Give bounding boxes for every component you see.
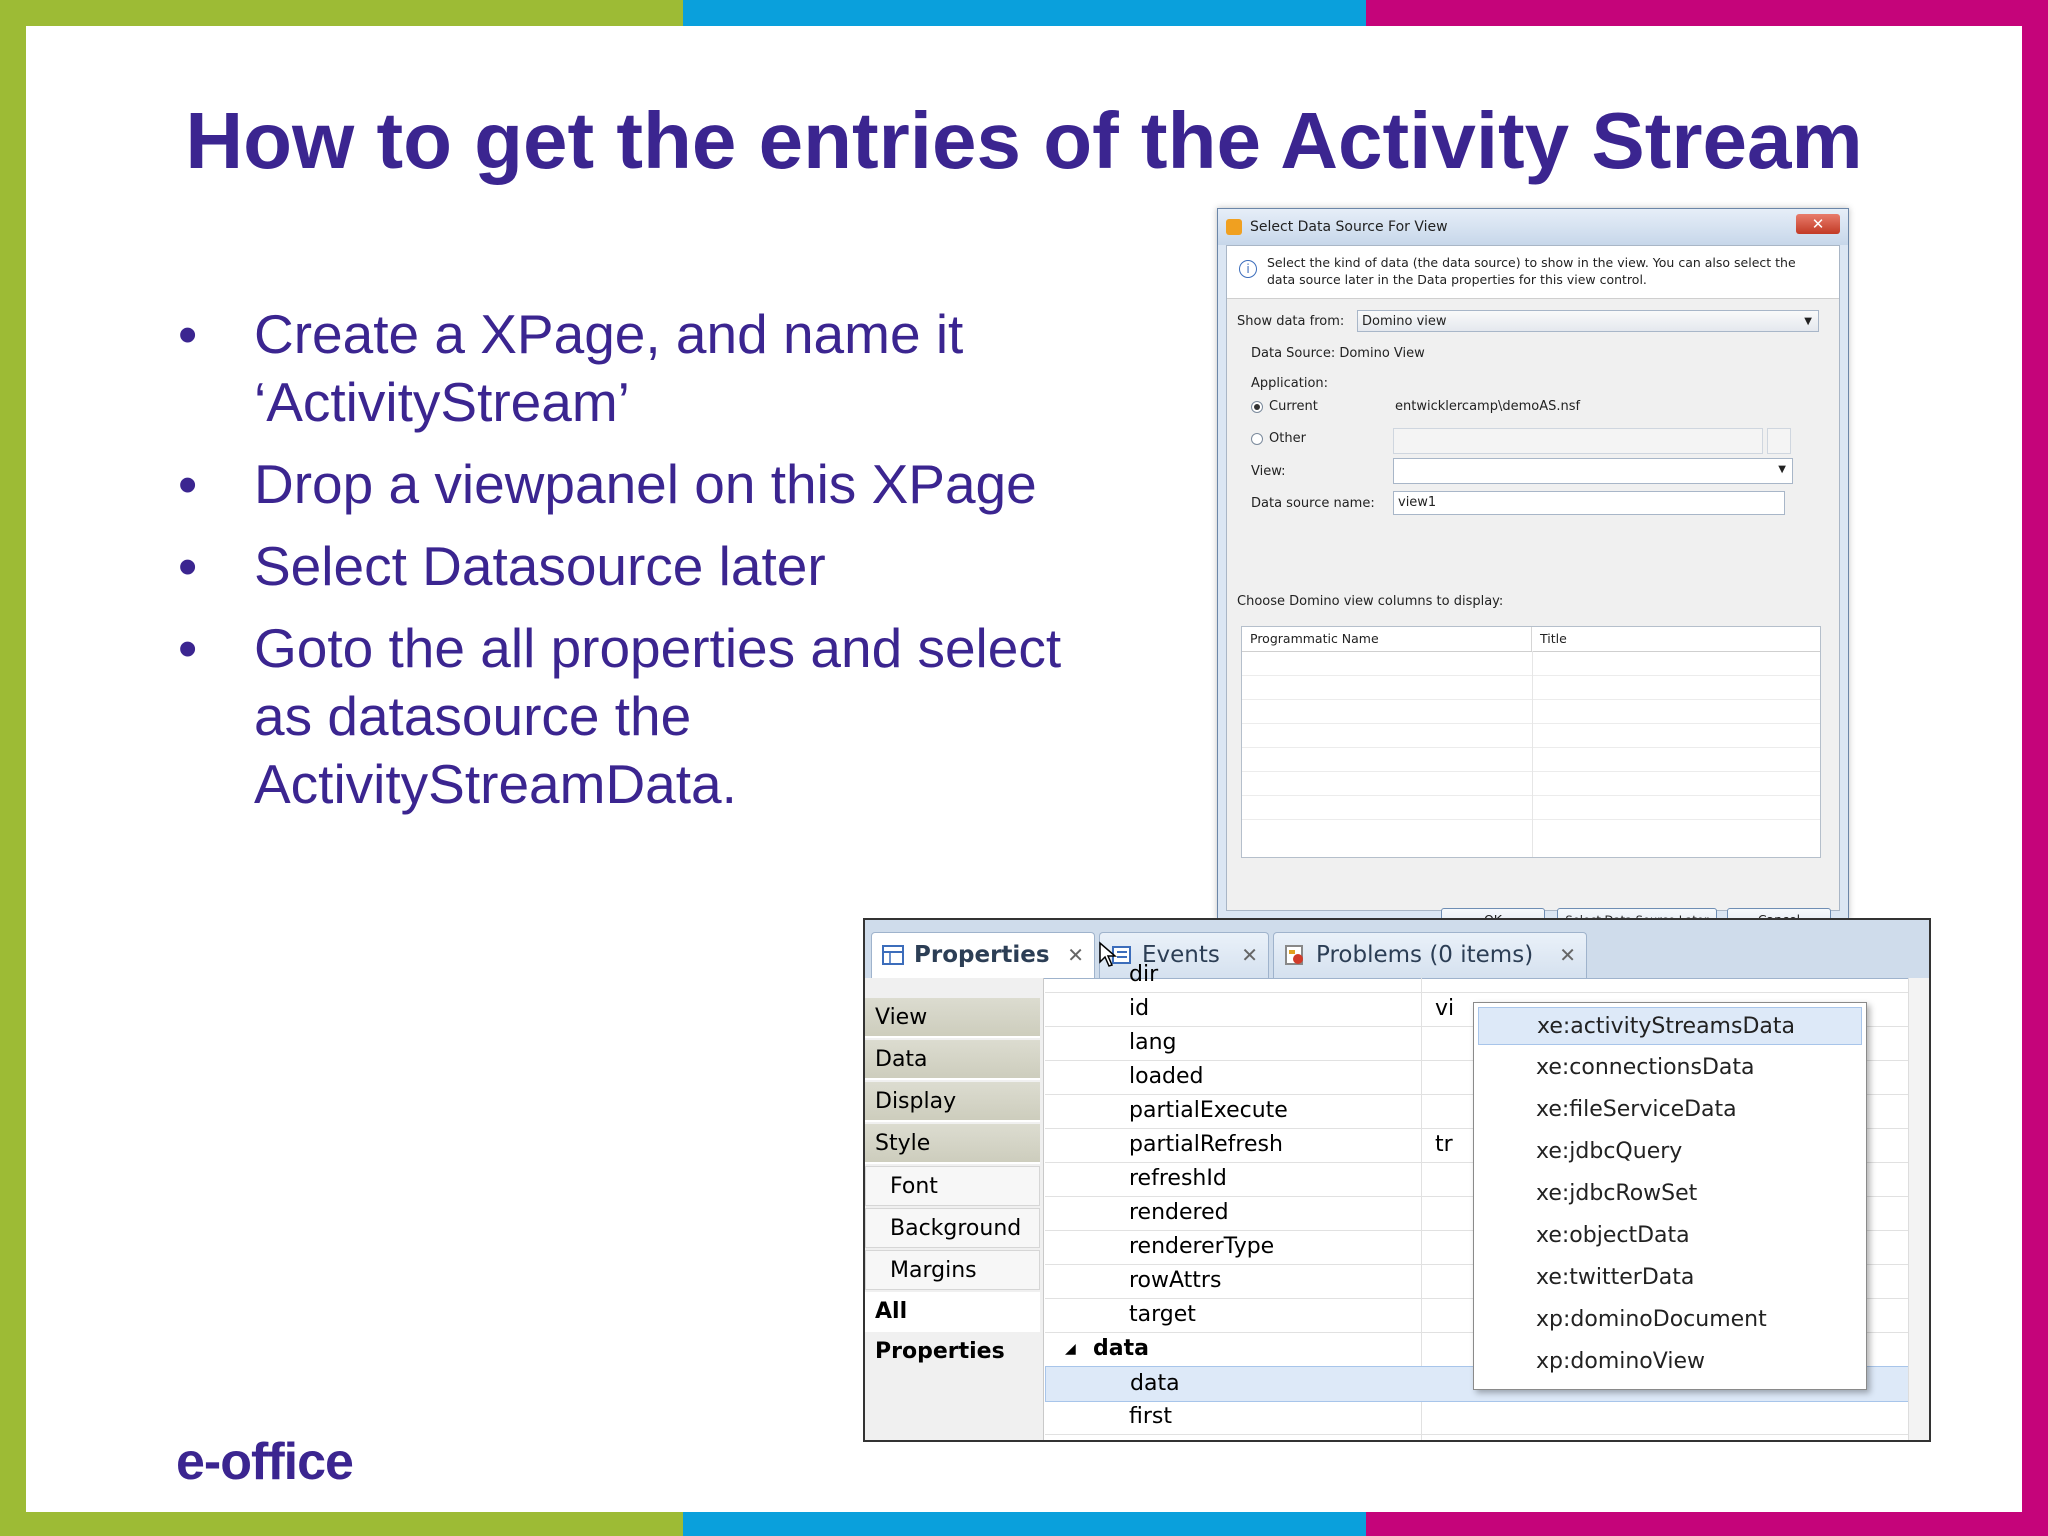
property-row[interactable]: first (1045, 1400, 1909, 1435)
other-app-field[interactable] (1393, 428, 1763, 454)
current-radio[interactable] (1251, 401, 1263, 413)
dialog-title: Select Data Source For View (1250, 219, 1448, 235)
other-label: Other (1269, 431, 1306, 446)
category-style[interactable]: Style (865, 1124, 1040, 1164)
category-display[interactable]: Display (865, 1082, 1040, 1122)
dropdown-option[interactable]: xe:fileServiceData (1536, 1097, 1737, 1122)
tab-problems[interactable]: Problems (0 items) ✕ (1273, 932, 1587, 978)
frame-right-magenta (2022, 0, 2048, 1536)
folder-icon[interactable] (1767, 428, 1791, 454)
property-row[interactable]: partialExecute (1045, 1094, 1909, 1129)
bullet-icon: • (178, 453, 198, 515)
tab-properties[interactable]: Properties ✕ (871, 932, 1095, 978)
category-view[interactable]: View (865, 998, 1040, 1038)
application-label: Application: (1251, 376, 1329, 391)
property-row[interactable]: rowAttrs (1045, 1264, 1909, 1299)
view-label: View: (1251, 464, 1286, 479)
property-row[interactable]: rendererType (1045, 1230, 1909, 1265)
close-icon[interactable]: ✕ (1067, 943, 1084, 967)
eoffice-logo: e-office (176, 1433, 353, 1491)
frame-bottom-magenta (1366, 1512, 2048, 1536)
current-label: Current (1269, 399, 1318, 414)
property-row[interactable]: target (1045, 1298, 1909, 1333)
slide-title: How to get the entries of the Activity Stream (185, 96, 1863, 185)
current-value: entwicklercamp\demoAS.nsf (1395, 399, 1581, 414)
bullet-icon: • (178, 617, 198, 679)
dropdown-option[interactable]: xe:jdbcRowSet (1536, 1181, 1698, 1206)
property-row[interactable]: refreshId (1045, 1162, 1909, 1197)
category-font[interactable]: Font (865, 1166, 1040, 1206)
frame-bottom-green (0, 1512, 683, 1536)
properties-icon (882, 945, 904, 965)
category-all-properties[interactable]: All Properties (865, 1292, 1040, 1332)
app-icon (1226, 219, 1242, 235)
category-data[interactable]: Data (865, 1040, 1040, 1080)
mouse-cursor-icon (1099, 942, 1117, 968)
bullet-icon: • (178, 535, 198, 597)
dropdown-option[interactable]: xe:twitterData (1536, 1265, 1695, 1290)
bullet-list (178, 300, 1118, 832)
property-row[interactable]: rendered (1045, 1196, 1909, 1231)
property-row[interactable]: dir (1045, 958, 1909, 993)
col-title[interactable]: Title (1540, 631, 1567, 646)
chevron-down-icon: ▼ (1778, 464, 1786, 475)
info-icon: i (1239, 260, 1257, 278)
category-margins[interactable]: Margins (865, 1250, 1040, 1290)
columns-table[interactable] (1241, 626, 1821, 858)
category-list (865, 978, 1044, 1440)
property-row[interactable]: partialRefresh tr (1045, 1128, 1909, 1163)
bullet-item: • Select Datasource later (178, 532, 1118, 600)
close-icon[interactable]: ✕ (1559, 943, 1576, 967)
frame-top-blue (683, 0, 1366, 26)
property-row-selected[interactable]: data (1045, 1366, 1909, 1402)
frame-top-magenta (1366, 0, 2048, 26)
category-background[interactable]: Background (865, 1208, 1040, 1248)
chevron-down-icon: ▼ (1804, 316, 1812, 327)
info-banner (1227, 246, 1839, 299)
dialog-body (1226, 245, 1840, 911)
dropdown-option[interactable]: xp:dominoDocument (1536, 1307, 1767, 1332)
datasource-dropdown-list (1473, 1002, 1867, 1390)
bullet-icon: • (178, 303, 198, 365)
data-source-label: Data Source: Domino View (1251, 346, 1425, 361)
bullet-item: • Goto the all properties and select as datasource the ActivityStreamData. (178, 614, 1118, 818)
property-row[interactable]: lang (1045, 1026, 1909, 1061)
property-row[interactable]: id vi (1045, 992, 1909, 1027)
frame-left-green (0, 0, 26, 1536)
info-text: Select the kind of data (the data source) to show in the view. You can also select the data source later in the Data properties for this view control. (1267, 255, 1796, 287)
dropdown-option[interactable]: xe:jdbcQuery (1536, 1139, 1683, 1164)
frame-top-green (0, 0, 683, 26)
dropdown-option[interactable]: xe:activityStreamsData (1478, 1007, 1862, 1045)
data-source-name-input[interactable]: view1 (1393, 491, 1785, 515)
close-icon[interactable]: ✕ (1241, 943, 1258, 967)
columns-label: Choose Domino view columns to display: (1237, 594, 1504, 609)
bullet-item: • Drop a viewpanel on this XPage (178, 450, 1118, 518)
col-programmatic-name[interactable]: Programmatic Name (1242, 627, 1532, 651)
collapse-triangle-icon[interactable]: ◢ (1065, 1341, 1076, 1357)
property-row[interactable]: loaded (1045, 1060, 1909, 1095)
show-data-from-select[interactable]: Domino view ▼ (1357, 310, 1819, 332)
bullet-item: • Create a XPage, and name it ‘ActivityStream’ (178, 300, 1118, 436)
frame-bottom-blue (683, 1512, 1366, 1536)
close-icon[interactable]: ✕ (1796, 214, 1840, 234)
vertical-scrollbar[interactable] (1908, 978, 1929, 1440)
other-radio[interactable] (1251, 433, 1263, 445)
dropdown-option[interactable]: xp:dominoView (1536, 1349, 1705, 1374)
show-data-from-label: Show data from: (1237, 314, 1345, 329)
data-source-name-label: Data source name: (1251, 496, 1375, 511)
dialog-titlebar[interactable] (1218, 209, 1848, 245)
dropdown-option[interactable]: xe:connectionsData (1536, 1055, 1755, 1080)
property-group-data[interactable]: ◢ data (1045, 1332, 1909, 1367)
view-select[interactable] (1393, 458, 1793, 484)
tab-events[interactable]: Events ✕ (1099, 932, 1269, 978)
dropdown-option[interactable]: xe:objectData (1536, 1223, 1690, 1248)
select-data-source-dialog (1217, 208, 1849, 920)
